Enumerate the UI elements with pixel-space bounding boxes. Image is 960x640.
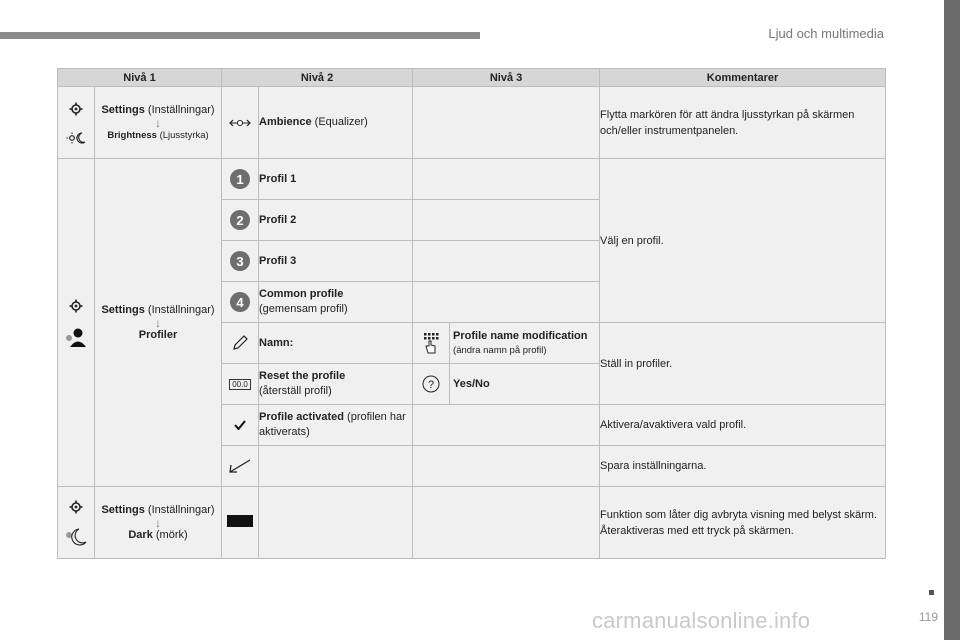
pencil-icon-cell (222, 323, 259, 364)
brightness-icon (66, 132, 86, 144)
comment-brightness: Flytta markören för att ändra ljusstyrkan på skärmen och/eller instrumentpanelen. (600, 87, 886, 159)
comment-dark: Funktion som låter dig avbryta visning med belyst skärm. Återaktiveras med ett tryck på skärmen. (600, 487, 886, 559)
l3-empty (413, 87, 600, 159)
profile-3-badge-cell (222, 241, 259, 282)
check-icon-cell (222, 405, 259, 446)
profile-3-badge: 3 (230, 251, 250, 271)
comment-profiles: Välj en profil. (600, 159, 886, 323)
profile-4-badge: 4 (230, 292, 250, 312)
l1-profiler-label: Profiler (138, 328, 178, 341)
l1-profile-label-cell (95, 159, 222, 487)
l1-dark-icons (58, 487, 95, 559)
l1-dark-label: Dark (mörk) (128, 528, 188, 541)
profile-2-badge: 2 (230, 210, 250, 230)
l1-settings-label: Settings (Inställningar) (101, 503, 215, 516)
comment-settings: Ställ in profiler. (600, 323, 886, 405)
arrow-down-icon: ↓ (155, 315, 161, 330)
profile-3-label: Profil 3 (259, 241, 413, 282)
page-marker (929, 590, 934, 595)
gear-icon (69, 299, 83, 313)
black-screen-icon-cell (222, 487, 259, 559)
l2-ambience-label: Ambience (Equalizer) (259, 87, 413, 159)
back-arrow-icon (229, 459, 251, 473)
profile-2-label: Profil 2 (259, 200, 413, 241)
reset-counter-icon: 00.0 (229, 379, 251, 390)
l3-empty (413, 159, 600, 200)
reset-label: Reset the profile (återställ profil) (259, 364, 413, 405)
table-row-profile-1 (58, 159, 886, 200)
checkmark-icon (234, 420, 246, 430)
header-level-3: Nivå 3 (413, 69, 600, 87)
header-level-1: Nivå 1 (58, 69, 222, 87)
ambience-slider-icon (229, 117, 251, 129)
l2-empty (259, 487, 413, 559)
yes-no-label: Yes/No (450, 364, 600, 405)
page-number: 119 (918, 610, 938, 624)
back-icon-cell (222, 446, 259, 487)
arrow-down-icon: ↓ (155, 115, 161, 130)
l1-icons (58, 87, 95, 159)
profile-2-badge-cell (222, 200, 259, 241)
l1-profile-icons (58, 159, 95, 487)
l1-brightness-label: Brightness (Ljusstyrka) (107, 129, 209, 141)
watermark: carmanualsonline.info (592, 608, 811, 633)
profile-user-icon (65, 327, 87, 347)
header-bar (0, 32, 480, 39)
dark-moon-icon (65, 528, 87, 546)
header-comments: Kommentarer (600, 69, 886, 87)
l3-empty (413, 282, 600, 323)
l1-label-cell (95, 87, 222, 159)
l1-settings-label: Settings (Inställningar) (101, 303, 215, 316)
common-profile-label: Common profile (gemensam profil) (259, 282, 413, 323)
profile-name-modification: Profile name modification (ändra namn på profil) (450, 323, 600, 364)
keyboard-touch-icon (422, 332, 440, 354)
profile-1-label: Profil 1 (259, 159, 413, 200)
table-row-dark (58, 487, 886, 559)
arrow-down-icon: ↓ (155, 515, 161, 530)
gear-icon (69, 102, 83, 116)
l3-empty (413, 487, 600, 559)
settings-table (57, 68, 886, 559)
l3-empty (413, 405, 600, 446)
l3-empty (413, 241, 600, 282)
profile-4-badge-cell (222, 282, 259, 323)
profile-activated-label: Profile activated (profilen har aktiverats) (259, 405, 413, 446)
side-strip (944, 0, 960, 640)
pencil-icon (232, 335, 248, 351)
comment-activated: Aktivera/avaktivera vald profil. (600, 405, 886, 446)
comment-back: Spara inställningarna. (600, 446, 886, 487)
gear-icon (69, 500, 83, 514)
profile-1-badge-cell (222, 159, 259, 200)
question-icon-cell (413, 364, 450, 405)
l2-icon-cell (222, 87, 259, 159)
svg-text:?: ? (427, 379, 435, 391)
l2-empty (259, 446, 413, 487)
name-label: Namn: (259, 323, 413, 364)
l1-dark-label-cell (95, 487, 222, 559)
black-screen-icon (227, 515, 253, 527)
section-title: Ljud och multimedia (768, 26, 884, 41)
table-row-brightness (58, 87, 886, 159)
profile-1-badge: 1 (230, 169, 250, 189)
question-icon (422, 375, 440, 393)
keyboard-icon-cell (413, 323, 450, 364)
l3-empty (413, 200, 600, 241)
l1-settings-label: Settings (Inställningar) (101, 103, 215, 116)
reset-icon-cell (222, 364, 259, 405)
table-header-row (58, 69, 886, 87)
l3-empty (413, 446, 600, 487)
header-level-2: Nivå 2 (222, 69, 413, 87)
